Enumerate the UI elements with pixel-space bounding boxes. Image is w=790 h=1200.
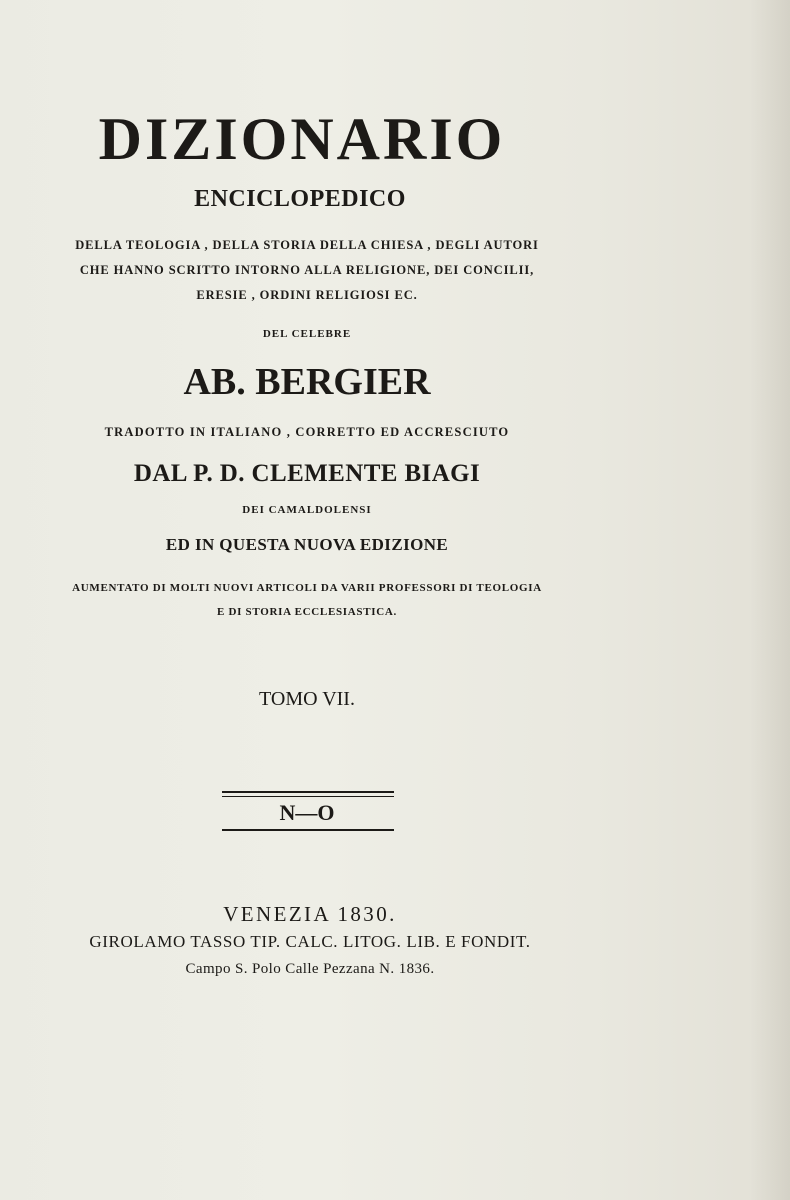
imprint-city-year: VENEZIA 1830. <box>223 902 397 926</box>
description-line-1: DELLA TEOLOGIA , DELLA STORIA DELLA CHIESA , DEGLI AUTORI <box>75 238 539 252</box>
volume-number: TOMO VII. <box>259 688 355 710</box>
edition-note: ED IN QUESTA NUOVA EDIZIONE <box>165 535 449 554</box>
augmentation-line-1: AUMENTATO DI MOLTI NUOVI ARTICOLI DA VARII PROFESSORI DI TEOLOGIA <box>72 582 542 594</box>
rule-above-letter-range <box>222 791 394 793</box>
translation-note: TRADOTTO IN ITALIANO , CORRETTO ED ACCRESCIUTO <box>104 425 510 439</box>
religious-order: DEI CAMALDOLENSI <box>242 504 372 516</box>
description-line-2: CHE HANNO SCRITTO INTORNO ALLA RELIGIONE, DEI CONCILII, <box>79 263 535 277</box>
subtitle: ENCICLOPEDICO <box>194 186 406 212</box>
author-intro: DEL CELEBRE <box>262 328 352 340</box>
thin-rule-above-letter-range <box>222 796 394 797</box>
description-line-3: ERESIE , ORDINI RELIGIOSI EC. <box>196 288 418 302</box>
main-title: DIZIONARIO <box>98 106 506 172</box>
rule-below-letter-range <box>222 829 394 831</box>
translator-name: DAL P. D. CLEMENTE BIAGI <box>133 460 481 487</box>
imprint-address: Campo S. Polo Calle Pezzana N. 1836. <box>185 961 435 977</box>
imprint-printer: GIROLAMO TASSO TIP. CALC. LITOG. LIB. E FONDIT. <box>89 932 531 951</box>
author-name: AB. BERGIER <box>183 361 431 403</box>
page-edge-shading <box>750 0 790 1200</box>
letter-range: N—O <box>279 800 335 825</box>
augmentation-line-2: E DI STORIA ECCLESIASTICA. <box>217 606 397 618</box>
